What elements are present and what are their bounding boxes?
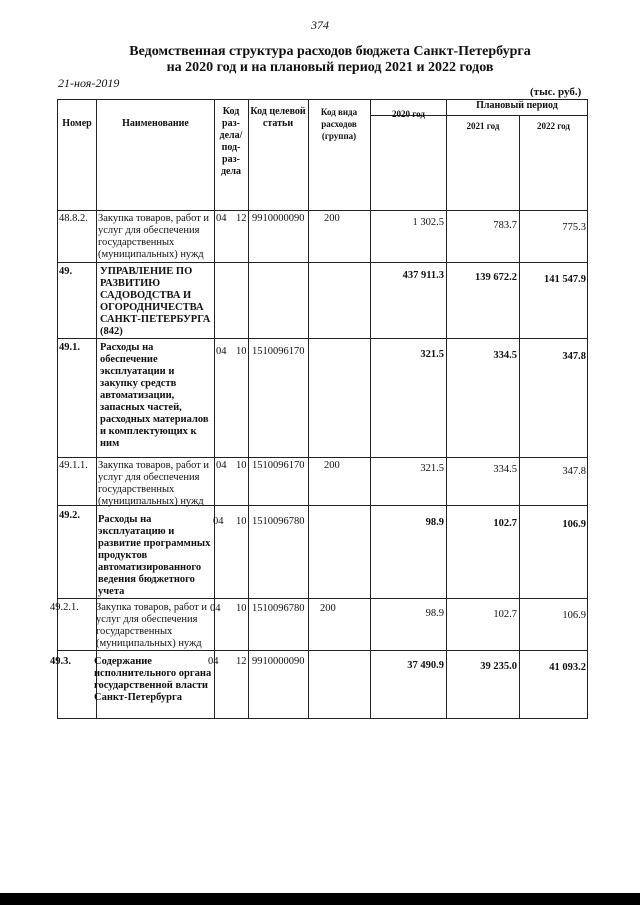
row-section: 04 <box>210 603 221 614</box>
row-value-2022: 106.9 <box>562 610 586 621</box>
units-label: (тыс. руб.) <box>530 86 582 98</box>
row-value-2022: 141 547.9 <box>544 274 586 285</box>
row-subsection: 10 <box>236 346 247 357</box>
row-number: 49.1.1. <box>59 460 88 471</box>
row-target-code: 1510096170 <box>252 460 305 471</box>
header-2020: 2020 год <box>392 109 425 119</box>
row-name: Закупка товаров, работ и услуг для обеспечения государственных (муниципальных) нужд <box>98 213 210 260</box>
row-value-2020: 321.5 <box>420 463 444 474</box>
row-name: Расходы на обеспечение эксплуатации и закупку средств автоматизации, запасных частей, расходных материалов и комплектующих к ним <box>100 342 209 449</box>
row-number: 49.1. <box>59 342 80 353</box>
row-target-code: 1510096780 <box>252 603 305 614</box>
row-subsection: 10 <box>236 516 247 527</box>
row-name: Содержание исполнительного органа государственной власти Санкт-Петербурга <box>94 656 212 703</box>
row-number: 49.3. <box>50 656 71 667</box>
report-date: 21-ноя-2019 <box>58 76 120 90</box>
row-section: 04 <box>216 213 227 224</box>
header-planned-period: Плановый период <box>476 100 558 111</box>
row-value-2022: 106.9 <box>562 519 586 530</box>
header-section-code: Код раз- дела/ под- раз- дела <box>219 106 243 177</box>
row-value-2021: 334.5 <box>493 464 517 475</box>
title-line-1: Ведомственная структура расходов бюджета Санкт-Петербурга <box>129 44 531 59</box>
row-target-code: 1510096170 <box>252 346 305 357</box>
row-target-code: 9910000090 <box>252 213 305 224</box>
row-name: Расходы на эксплуатацию и развитие программных продуктов автоматизированного ведения бюджетного учета <box>98 514 211 597</box>
row-value-2020: 321.5 <box>420 349 444 360</box>
row-section: 04 <box>216 346 227 357</box>
row-name: УПРАВЛЕНИЕ ПО РАЗВИТИЮ САДОВОДСТВА И ОГОРОДНИЧЕСТВА САНКТ-ПЕТЕРБУРГА (842) <box>100 266 211 337</box>
page-number: 374 <box>311 18 329 32</box>
header-2022: 2022 год <box>537 121 570 131</box>
row-value-2021: 334.5 <box>493 350 517 361</box>
row-section: 04 <box>216 460 227 471</box>
scan-border <box>0 893 640 905</box>
row-value-2021: 783.7 <box>493 220 517 231</box>
row-value-2020: 98.9 <box>425 608 444 619</box>
header-name: Наименование <box>122 118 189 129</box>
row-value-2020: 437 911.3 <box>402 270 444 281</box>
header-expense-type-code: Код вида расходов (группа) <box>320 107 358 141</box>
row-number: 49.2. <box>59 510 80 521</box>
header-target-code: Код целевой статьи <box>250 106 306 129</box>
row-section: 04 <box>213 516 224 527</box>
row-name: Закупка товаров, работ и услуг для обеспечения государственных (муниципальных) нужд <box>96 602 208 649</box>
row-value-2020: 37 490.9 <box>407 660 444 671</box>
row-expense-type: 200 <box>324 213 340 224</box>
row-value-2022: 347.8 <box>562 466 586 477</box>
row-subsection: 12 <box>236 213 247 224</box>
row-value-2020: 1 302.5 <box>412 217 444 228</box>
row-number: 49.2.1. <box>50 602 79 613</box>
row-expense-type: 200 <box>320 603 336 614</box>
row-expense-type: 200 <box>324 460 340 471</box>
document-title <box>60 44 600 76</box>
row-number: 48.8.2. <box>59 213 88 224</box>
row-value-2021: 102.7 <box>493 609 517 620</box>
row-subsection: 10 <box>236 603 247 614</box>
row-value-2021: 39 235.0 <box>480 661 517 672</box>
row-value-2022: 775.3 <box>562 222 586 233</box>
row-subsection: 10 <box>236 460 247 471</box>
header-2021: 2021 год <box>466 121 500 131</box>
row-subsection: 12 <box>236 656 247 667</box>
row-value-2021: 139 672.2 <box>475 272 517 283</box>
row-target-code: 1510096780 <box>252 516 305 527</box>
header-number: Номер <box>62 118 92 129</box>
row-target-code: 9910000090 <box>252 656 305 667</box>
title-line-2: на 2020 год и на плановый период 2021 и 2022 годов <box>166 60 494 75</box>
row-value-2022: 347.8 <box>562 351 586 362</box>
row-value-2021: 102.7 <box>493 518 517 529</box>
row-number: 49. <box>59 266 73 277</box>
row-name: Закупка товаров, работ и услуг для обеспечения государственных (муниципальных) нужд <box>98 460 210 507</box>
row-section: 04 <box>208 656 219 667</box>
row-value-2022: 41 093.2 <box>549 662 586 673</box>
row-value-2020: 98.9 <box>425 517 444 528</box>
